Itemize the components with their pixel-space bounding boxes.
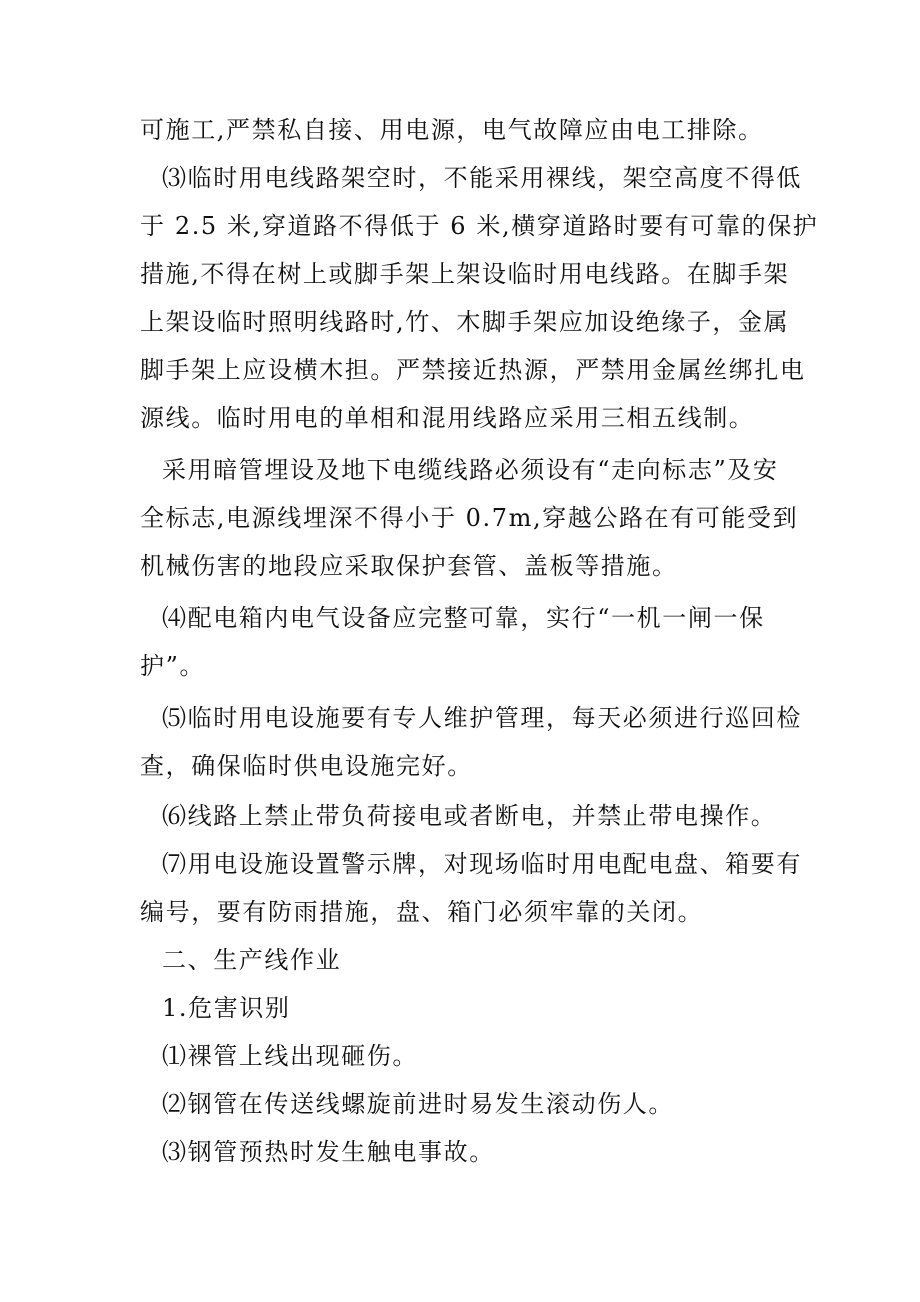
- text-line: 可施工,严禁私自接、用电源，电气故障应由电工排除。: [140, 116, 764, 144]
- text-line: ⑶临时用电线路架空时，不能采用裸线，架空高度不得低: [162, 164, 802, 192]
- text-line: ⑹线路上禁止带负荷接电或者断电，并禁止带电操作。: [162, 802, 777, 830]
- section-heading: 二、生产线作业: [162, 946, 342, 974]
- text-line: ⑵钢管在传送线螺旋前进时易发生滚动伤人。: [162, 1090, 674, 1118]
- text-line: 上架设临时照明线路时,竹、木脚手架应加设绝缘子，金属: [140, 308, 790, 336]
- text-line: 脚手架上应设横木担。严禁接近热源，严禁用金属丝绑扎电: [140, 356, 806, 384]
- text-line: ⑸临时用电设施要有专人维护管理，每天必须进行巡回检: [162, 704, 802, 732]
- text-line: 措施,不得在树上或脚手架上架设临时用电线路。在脚手架: [140, 260, 790, 288]
- text-line: ⑴裸管上线出现砸伤。: [162, 1042, 418, 1070]
- text-line: ⑺用电设施设置警示牌，对现场临时用电配电盘、箱要有: [162, 850, 802, 878]
- subsection-heading: 1.危害识别: [162, 994, 291, 1022]
- text-line: 于 2.5 米,穿道路不得低于 6 米,横穿道路时要有可靠的保护: [140, 212, 819, 240]
- text-line: ⑶钢管预热时发生触电事故。: [162, 1138, 495, 1166]
- text-line: ⑷配电箱内电气设备应完整可靠，实行“一机一闸一保: [162, 604, 765, 632]
- text-line: 全标志,电源线埋深不得小于 0.7m,穿越公路在有可能受到: [140, 504, 799, 532]
- text-line: 机械伤害的地段应采取保护套管、盖板等措施。: [140, 552, 678, 580]
- text-line: 查，确保临时供电设施完好。: [140, 752, 473, 780]
- text-line: 采用暗管埋设及地下电缆线路必须设有“走向标志”及安: [162, 456, 779, 484]
- text-line: 护”。: [140, 652, 206, 680]
- text-line: 源线。临时用电的单相和混用线路应采用三相五线制。: [140, 404, 755, 432]
- text-line: 编号，要有防雨措施，盘、箱门必须牢靠的关闭。: [140, 898, 704, 926]
